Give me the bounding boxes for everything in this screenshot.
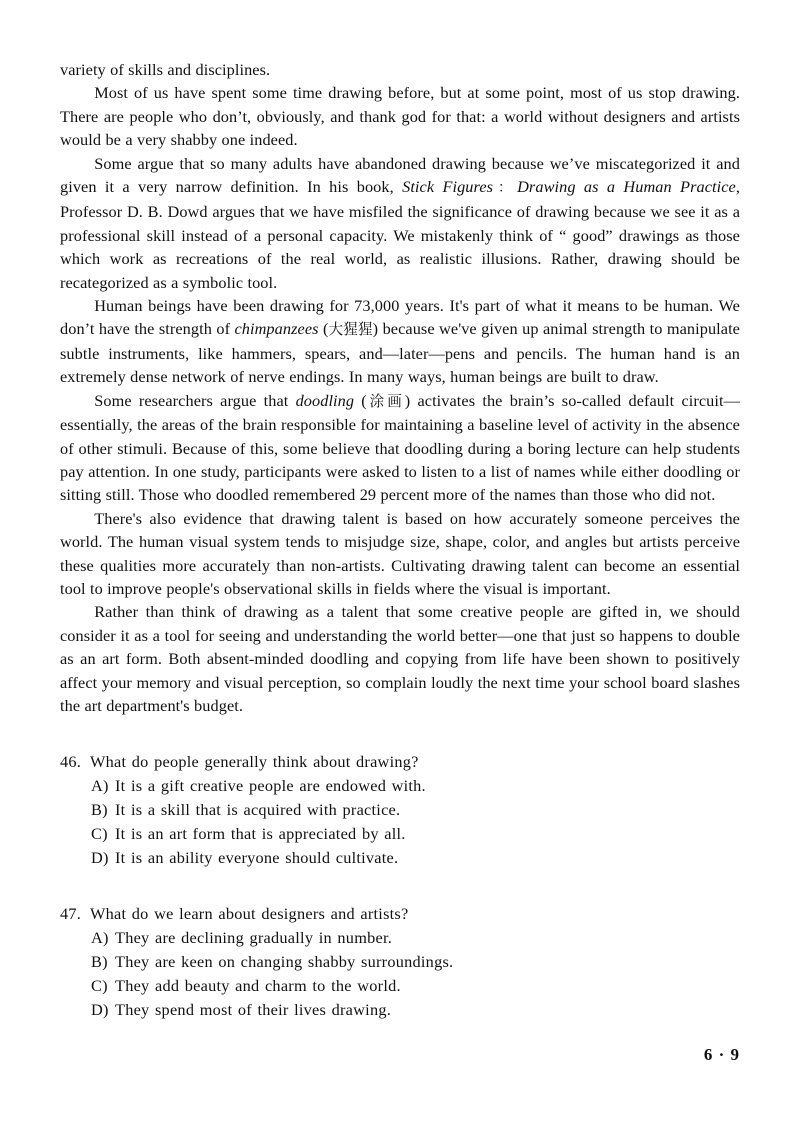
answer-option-key: B) [91, 951, 108, 971]
answer-option-text: They are keen on changing shabby surroundings. [115, 951, 454, 971]
question-block-47 [60, 902, 740, 1021]
question-stem [60, 750, 740, 774]
passage-paragraph [60, 507, 740, 601]
passage-text: variety of skills and disciplines. [60, 60, 271, 79]
passage-text: Most of us have spent some time drawing before, but at some point, most of us stop drawing. There are people who don’t, obviously, and thank god for that: a world without designers and artists would be a very shabby one indeed. [60, 83, 740, 150]
answer-option[interactable] [91, 846, 740, 870]
answer-option-text: They are declining gradually in number. [115, 928, 393, 948]
question-stem-text: What do we learn about designers and artists? [90, 904, 409, 924]
passage-text: Some researchers argue that [94, 390, 296, 410]
passage-paragraph [60, 58, 740, 81]
passage-text: There's also evidence that drawing talent is based on how accurately someone perceives the world. The human visual system tends to misjudge size, shape, color, and angles but artists perceive these qualities more accurately than non-artists. Cultivating drawing talent can become an essential tool to improve people's observational skills in fields where the visual is important. [60, 508, 740, 598]
question-block-46 [60, 750, 740, 869]
italic-term: chimpanzees [234, 319, 319, 339]
answer-option-key: C) [91, 823, 108, 843]
reading-passage [60, 58, 740, 717]
question-number: 46. [60, 752, 82, 772]
passage-paragraph [60, 81, 740, 151]
question-number: 47. [60, 904, 82, 924]
answer-option-key: B) [91, 799, 108, 819]
chinese-gloss: 涂画 [366, 392, 405, 410]
passage-text: Rather than think of drawing as a talent that some creative people are gifted in, we should consider it as a tool for seeing and understanding the world better—one that just so happens to double as an art form. Both absent-minded doodling and copying from life have been shown to positively affect your memory and visual perception, so complain loudly the next time your school board slashes the art department's budget. [60, 602, 740, 715]
italic-term: Stick Figures [402, 177, 494, 197]
passage-text: Some argue that so many adults have abandoned drawing because we’ve miscategorized it and given it a very narrow definition. In his book, [60, 153, 740, 197]
spacer-before-question-47 [60, 869, 740, 902]
answer-option[interactable] [91, 974, 740, 998]
answer-option-text: They add beauty and charm to the world. [115, 975, 401, 995]
passage-text: ) because we've given up animal strength to manipulate subtle instruments, like hammers, spears, and—later—pens and pencils. The human hand is an extremely dense network of nerve endings. In many ways, human beings are built to draw. [60, 319, 740, 387]
answer-option-key: A) [91, 776, 109, 796]
passage-text: ) activates the brain’s so-called default circuit—essentially, the areas of the brain responsible for maintaining a baseline level of activity in the absence of other stimuli. Because of this, some believe that doodling during a boring lecture can help students pay attention. In one study, participants were asked to listen to a list of names while either doodling or sitting still. Those who doodled remembered 29 percent more of the names than those who did not. [60, 390, 740, 505]
italic-term: Drawing as a Human Practice [517, 177, 736, 197]
answer-option[interactable] [91, 774, 740, 798]
passage-text: Human beings have been drawing for 73,000 years. It's part of what it means to be human. We don’t have the strength of [60, 296, 740, 339]
passage-text: , Professor D. B. Dowd argues that we have misfiled the significance of drawing because we see it as a professional skill instead of a personal capacity. We mistakenly think of “ good” drawings as those which work as recreations of the real world, as realistic illusions. Rather, drawing should be recategorized as a symbolic tool. [60, 177, 740, 292]
answer-option-key: D) [91, 999, 109, 1019]
passage-text: ( [354, 390, 367, 410]
answer-option[interactable] [91, 822, 740, 846]
answer-option-text: It is a skill that is acquired with practice. [115, 799, 401, 819]
answer-option-key: D) [91, 847, 109, 867]
page-content [60, 58, 740, 1021]
chinese-gloss: 大猩猩 [328, 321, 373, 339]
page-number-footer: 6 · 9 [703, 1045, 740, 1064]
answer-option-text: It is an art form that is appreciated by all. [115, 823, 406, 843]
question-stem-text: What do people generally think about drawing? [90, 752, 419, 772]
passage-text: ( [318, 319, 329, 339]
cjk-colon: ： [494, 180, 517, 197]
answer-option-key: C) [91, 975, 108, 995]
question-stem [60, 902, 740, 926]
answer-option[interactable] [91, 998, 740, 1022]
answer-option-key: A) [91, 928, 109, 948]
spacer-before-question-46 [60, 717, 740, 750]
answer-option[interactable] [91, 950, 740, 974]
passage-paragraph [60, 294, 740, 389]
answer-option-text: They spend most of their lives drawing. [115, 999, 392, 1019]
passage-paragraph [60, 152, 740, 294]
answer-option[interactable] [91, 926, 740, 950]
passage-paragraph [60, 389, 740, 507]
answer-option-text: It is a gift creative people are endowed with. [115, 776, 426, 796]
italic-term: doodling [295, 390, 355, 410]
answer-option-text: It is an ability everyone should cultivate. [115, 847, 399, 867]
answer-option[interactable] [91, 798, 740, 822]
passage-paragraph [60, 600, 740, 717]
